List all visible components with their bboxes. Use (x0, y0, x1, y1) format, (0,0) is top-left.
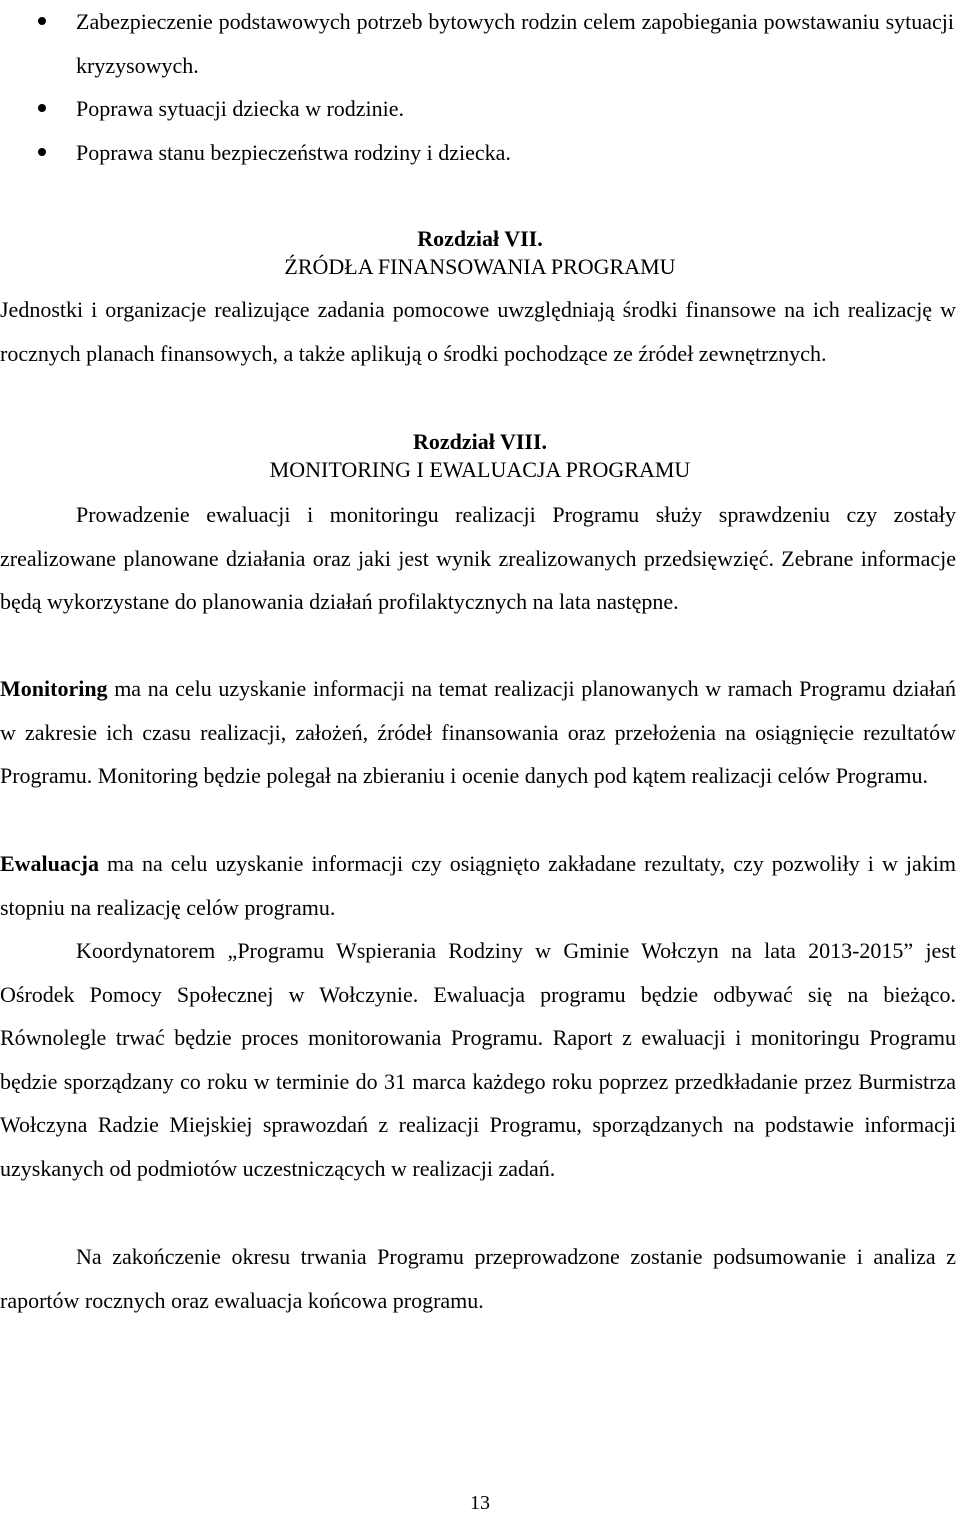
bullet-text: Zabezpieczenie podstawowych potrzeb bytowych rodzin celem zapobiegania powstawaniu sytuacji kryzysowych. (76, 9, 954, 78)
bullet-item (0, 0, 960, 87)
chapter-8-intro: Prowadzenie ewaluacji i monitoringu realizacji Programu służy sprawdzeniu czy zostały zrealizowane planowane działania oraz jaki jest wynik zrealizowanych przedsięwzięć. Zebrane informacje będą wykorzystane do planowania działań profilaktycznych na lata następne. (0, 502, 956, 615)
bullet-item (0, 131, 960, 175)
evaluation-text: ma na celu uzyskanie informacji czy osiągnięto zakładane rezultaty, czy pozwoliły i w jakim stopniu na realizację celów programu. (0, 851, 956, 920)
chapter-8-number: Rozdział VIII. (412, 429, 548, 454)
monitoring-term: Monitoring (0, 676, 108, 701)
bullet-item (0, 87, 960, 131)
evaluation-paragraph (0, 842, 956, 929)
monitoring-text: ma na celu uzyskanie informacji na temat realizacji planowanych w ramach Programu działań w zakresie ich czasu realizacji, założeń, źródeł finansowania oraz przełożenia na osiągnięcie rezultatów Programu. Monitoring będzie polegał na zbieraniu i ocenie danych pod kątem realizacji celów Programu. (0, 676, 956, 789)
bullet-list (0, 0, 960, 174)
coordinator-paragraph: Koordynatorem „Programu Wspierania Rodziny w Gminie Wołczyn na lata 2013-2015” jest Ośrodek Pomocy Społecznej w Wołczynie. Ewaluacja programu będzie odbywać się na bieżąco. Równolegle trwać będzie proces monitorowania Programu. Raport z ewaluacji i monitoringu Programu będzie sporządzany co roku w terminie do 31 marca każdego roku poprzez przedkładanie przez Burmistrza Wołczyna Radzie Miejskiej sprawozdań z realizacji Programu, sporządzanych na podstawie informacji uzyskanych od podmiotów uczestniczących w realizacji zadań. (0, 938, 956, 1181)
chapter-7-number: Rozdział VII. (417, 226, 543, 251)
evaluation-term: Ewaluacja (0, 851, 99, 876)
bullet-text: Poprawa sytuacji dziecka w rodzinie. (76, 96, 405, 121)
bullet-icon (38, 17, 46, 25)
bullet-text: Poprawa stanu bezpieczeństwa rodziny i dziecka. (76, 139, 511, 165)
chapter-8-title: MONITORING I EWALUACJA PROGRAMU (269, 457, 691, 482)
chapter-7-title: ŹRÓDŁA FINANSOWANIA PROGRAMU (284, 254, 676, 279)
page-number: 13 (470, 1492, 490, 1514)
bullet-icon (38, 148, 46, 156)
closing-paragraph: Na zakończenie okresu trwania Programu przeprowadzone zostanie podsumowanie i analiza z raportów rocznych oraz ewaluacja końcowa programu. (0, 1244, 956, 1313)
monitoring-paragraph (0, 667, 956, 798)
bullet-icon (38, 104, 46, 112)
chapter-7-body: Jednostki i organizacje realizujące zadania pomocowe uwzględniają środki finansowe na ich realizację w rocznych planach finansowych, a także aplikują o środki pochodzące ze źródeł zewnętrznych. (0, 297, 956, 366)
